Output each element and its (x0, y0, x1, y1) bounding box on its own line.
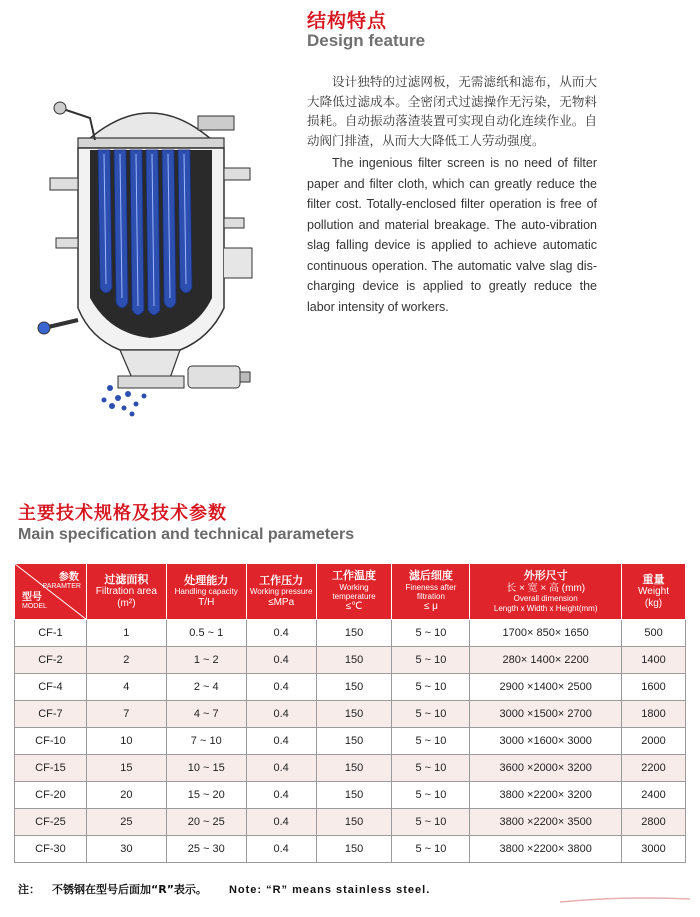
cell-capacity: 1 ~ 2 (166, 647, 246, 674)
header-fineness-unit: ≤ μ (423, 601, 438, 613)
decorative-swoosh (560, 896, 690, 904)
header-dimension (470, 564, 622, 620)
header-pressure-unit: ≤MPa (268, 596, 295, 608)
footnote-en: Note: “R” means stainless steel. (228, 884, 431, 896)
table-row (15, 674, 686, 701)
cell-fineness: 5 ~ 10 (392, 701, 470, 728)
cell-temp: 150 (316, 809, 392, 836)
header-model-en: MODEL (22, 603, 47, 610)
cell-fineness: 5 ~ 10 (392, 782, 470, 809)
cell-capacity: 25 ~ 30 (166, 836, 246, 863)
cell-model: CF-4 (15, 674, 87, 701)
header-model-cn: 型号 (22, 591, 42, 603)
cell-weight: 2000 (622, 728, 686, 755)
cell-area: 2 (86, 647, 166, 674)
table-row (15, 647, 686, 674)
cell-pressure: 0.4 (246, 620, 316, 647)
footnote-prefix: 注： (18, 883, 40, 896)
header-pressure-cn: 工作压力 (259, 574, 304, 587)
table-row (15, 755, 686, 782)
header-weight-unit: (kg) (644, 597, 663, 609)
cell-model: CF-25 (15, 809, 87, 836)
footnote-cn: 不锈钢在型号后面加“R”表示。 (52, 883, 207, 896)
cell-area: 20 (86, 782, 166, 809)
header-dimension-en2: Length x Width x Height(mm) (493, 603, 598, 613)
cell-temp: 150 (316, 674, 392, 701)
cell-capacity: 15 ~ 20 (166, 782, 246, 809)
design-title-en: Design feature (307, 31, 426, 50)
cell-model: CF-1 (15, 620, 87, 647)
header-temp (316, 564, 392, 620)
cell-model: CF-15 (15, 755, 87, 782)
cell-model: CF-2 (15, 647, 87, 674)
header-dimension-cn: 外形尺寸 (523, 570, 568, 583)
spec-table (14, 563, 686, 863)
cell-capacity: 2 ~ 4 (166, 674, 246, 701)
cell-temp: 150 (316, 782, 392, 809)
cell-area: 4 (86, 674, 166, 701)
header-temp-en: Working temperature (332, 582, 376, 602)
cell-weight: 1600 (622, 674, 686, 701)
header-pressure-en: Working pressure (249, 587, 313, 597)
table-row (15, 728, 686, 755)
cell-dimension: 3800 ×2200× 3500 (470, 809, 622, 836)
cell-pressure: 0.4 (246, 674, 316, 701)
cell-area: 15 (86, 755, 166, 782)
header-fineness-cn: 滤后细度 (408, 570, 453, 583)
header-temp-cn: 工作温度 (332, 570, 377, 583)
cell-fineness: 5 ~ 10 (392, 620, 470, 647)
cell-pressure: 0.4 (246, 836, 316, 863)
header-area-unit: (m²) (117, 597, 136, 609)
cell-weight: 500 (622, 620, 686, 647)
header-fineness (392, 564, 470, 620)
table-row (15, 782, 686, 809)
cell-area: 10 (86, 728, 166, 755)
cell-pressure: 0.4 (246, 728, 316, 755)
header-area-en: Filtration area (95, 586, 157, 598)
cell-model: CF-20 (15, 782, 87, 809)
cell-temp: 150 (316, 755, 392, 782)
cell-pressure: 0.4 (246, 755, 316, 782)
cell-temp: 150 (316, 836, 392, 863)
cell-pressure: 0.4 (246, 647, 316, 674)
table-row (15, 809, 686, 836)
cell-dimension: 3800 ×2200× 3800 (470, 836, 622, 863)
cell-capacity: 20 ~ 25 (166, 809, 246, 836)
cell-model: CF-30 (15, 836, 87, 863)
table-row (15, 836, 686, 863)
cell-fineness: 5 ~ 10 (392, 755, 470, 782)
cell-weight: 2800 (622, 809, 686, 836)
design-description-cn: 设计独特的过滤网板，无需滤纸和滤布，从而大大降低过滤成本。全密闭式过滤操作无污染，无物料损耗。自动振动落渣装置可实现自动化连续作业。自动阀门排渣，从而大大降低工人劳动强度。 (307, 74, 597, 148)
header-weight-cn: 重量 (642, 573, 665, 586)
cell-pressure: 0.4 (246, 782, 316, 809)
header-dimension-cn2: 长 × 宽 × 高 (mm) (506, 582, 586, 594)
cell-temp: 150 (316, 647, 392, 674)
cell-weight: 2200 (622, 755, 686, 782)
cell-area: 7 (86, 701, 166, 728)
design-title-cn: 结构特点 (307, 10, 388, 32)
header-weight (622, 564, 686, 620)
cell-temp: 150 (316, 701, 392, 728)
header-param-cn: 参数 (58, 571, 79, 583)
header-pressure (246, 564, 316, 620)
cell-fineness: 5 ~ 10 (392, 728, 470, 755)
header-capacity-unit: T/H (198, 596, 215, 608)
cell-area: 25 (86, 809, 166, 836)
header-weight-en: Weight (638, 586, 669, 598)
header-capacity-cn: 处理能力 (184, 574, 229, 587)
cell-fineness: 5 ~ 10 (392, 674, 470, 701)
cell-temp: 150 (316, 728, 392, 755)
cell-fineness: 5 ~ 10 (392, 836, 470, 863)
cell-capacity: 7 ~ 10 (166, 728, 246, 755)
cell-dimension: 3800 ×2200× 3200 (470, 782, 622, 809)
header-area (86, 564, 166, 620)
cell-model: CF-7 (15, 701, 87, 728)
cell-dimension: 2900 ×1400× 2500 (470, 674, 622, 701)
cell-dimension: 280× 1400× 2200 (470, 647, 622, 674)
cell-dimension: 3600 ×2000× 3200 (470, 755, 622, 782)
cell-capacity: 4 ~ 7 (166, 701, 246, 728)
filter-machine-illustration (20, 88, 280, 418)
header-capacity (166, 564, 246, 620)
table-row (15, 620, 686, 647)
spec-title-en: Main specification and technical parameters (18, 526, 355, 543)
spec-title-cn: 主要技术规格及技术参数 (18, 503, 227, 524)
cell-capacity: 10 ~ 15 (166, 755, 246, 782)
cell-capacity: 0.5 ~ 1 (166, 620, 246, 647)
cell-area: 30 (86, 836, 166, 863)
footnote (18, 881, 430, 897)
header-param-en: PARAMTER (42, 583, 81, 591)
cell-weight: 3000 (622, 836, 686, 863)
header-area-cn: 过滤面积 (104, 573, 149, 586)
spec-header-row (15, 564, 686, 620)
cell-weight: 1400 (622, 647, 686, 674)
header-param-model (15, 564, 87, 620)
cell-weight: 1800 (622, 701, 686, 728)
cell-dimension: 1700× 850× 1650 (470, 620, 622, 647)
cell-model: CF-10 (15, 728, 87, 755)
header-dimension-en: Overall dimension (513, 594, 578, 604)
cell-fineness: 5 ~ 10 (392, 647, 470, 674)
cell-temp: 150 (316, 620, 392, 647)
cell-dimension: 3000 ×1600× 3000 (470, 728, 622, 755)
design-description-en: The ingenious filter screen is no need of filter paper and filter cloth, which can greatly reduce the filter cost. Totally-enclosed filter operation is free of pollution and material breakage. The auto-vibration slag falling device is applied to achieve automatic continuous operation. The automatic valve slag dis-charging device is applied to greatly reduce the labor intensity of workers. (307, 156, 597, 314)
cell-pressure: 0.4 (246, 809, 316, 836)
header-capacity-en: Handling capacity (174, 587, 238, 597)
cell-fineness: 5 ~ 10 (392, 809, 470, 836)
header-fineness-en: Fineness after filtration (405, 582, 457, 602)
cell-area: 1 (86, 620, 166, 647)
table-row (15, 701, 686, 728)
cell-pressure: 0.4 (246, 701, 316, 728)
diagonal-divider (15, 564, 87, 620)
header-temp-unit: ≤℃ (345, 601, 363, 613)
cell-dimension: 3000 ×1500× 2700 (470, 701, 622, 728)
cell-weight: 2400 (622, 782, 686, 809)
